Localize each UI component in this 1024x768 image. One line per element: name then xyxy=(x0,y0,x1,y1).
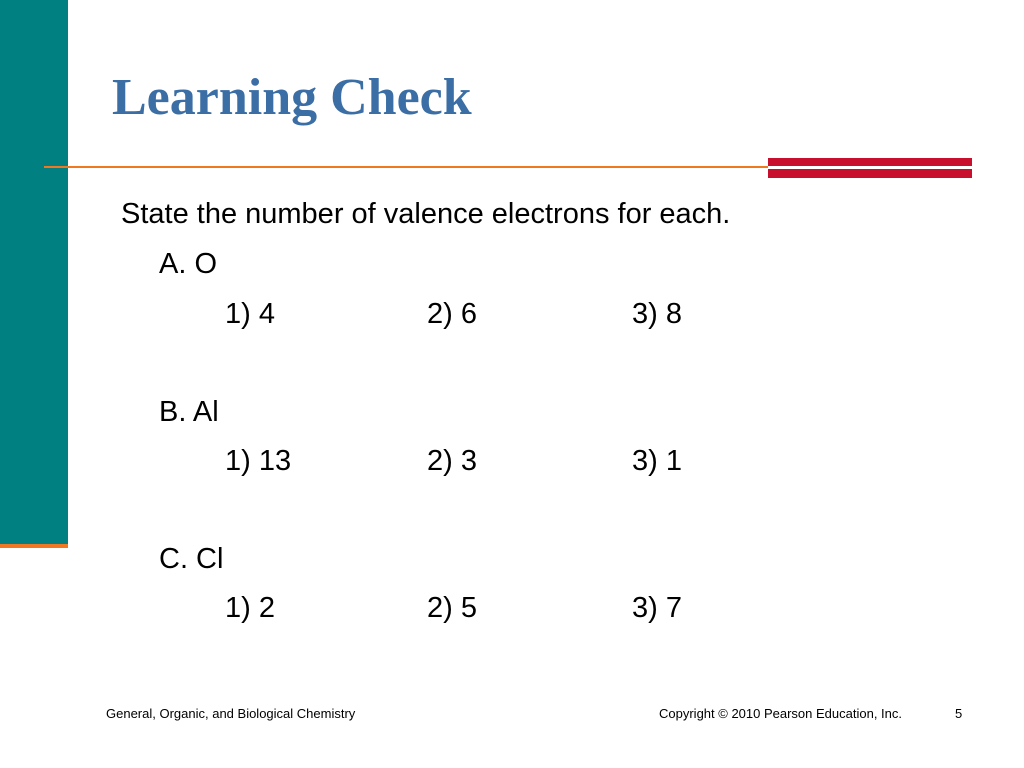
footer-copyright: Copyright © 2010 Pearson Education, Inc. xyxy=(659,706,903,721)
title-accent-stripe xyxy=(768,166,972,169)
slide-title: Learning Check xyxy=(112,69,472,126)
question-c-option-3: 3) 7 xyxy=(632,592,682,624)
question-a-label: A. O xyxy=(159,248,218,280)
question-b-label: B. Al xyxy=(159,396,219,428)
question-a-option-1: 1) 4 xyxy=(225,298,275,330)
question-c-option-2: 2) 5 xyxy=(427,592,477,624)
question-c-option-1: 1) 2 xyxy=(225,592,275,624)
question-a-option-2: 2) 6 xyxy=(427,298,477,330)
question-prompt: State the number of valence electrons for each. xyxy=(121,198,731,230)
footer-page-number: 5 xyxy=(955,706,963,721)
question-a-option-3: 3) 8 xyxy=(632,298,682,330)
sidebar-bar xyxy=(0,0,68,544)
sidebar-bar-base xyxy=(0,544,68,548)
question-b-option-2: 2) 3 xyxy=(427,445,477,477)
question-b-option-1: 1) 13 xyxy=(225,445,292,477)
question-c-label: C. Cl xyxy=(159,543,224,575)
title-divider xyxy=(44,166,768,168)
footer-course-title: General, Organic, and Biological Chemistry xyxy=(106,706,356,721)
question-b-option-3: 3) 1 xyxy=(632,445,682,477)
